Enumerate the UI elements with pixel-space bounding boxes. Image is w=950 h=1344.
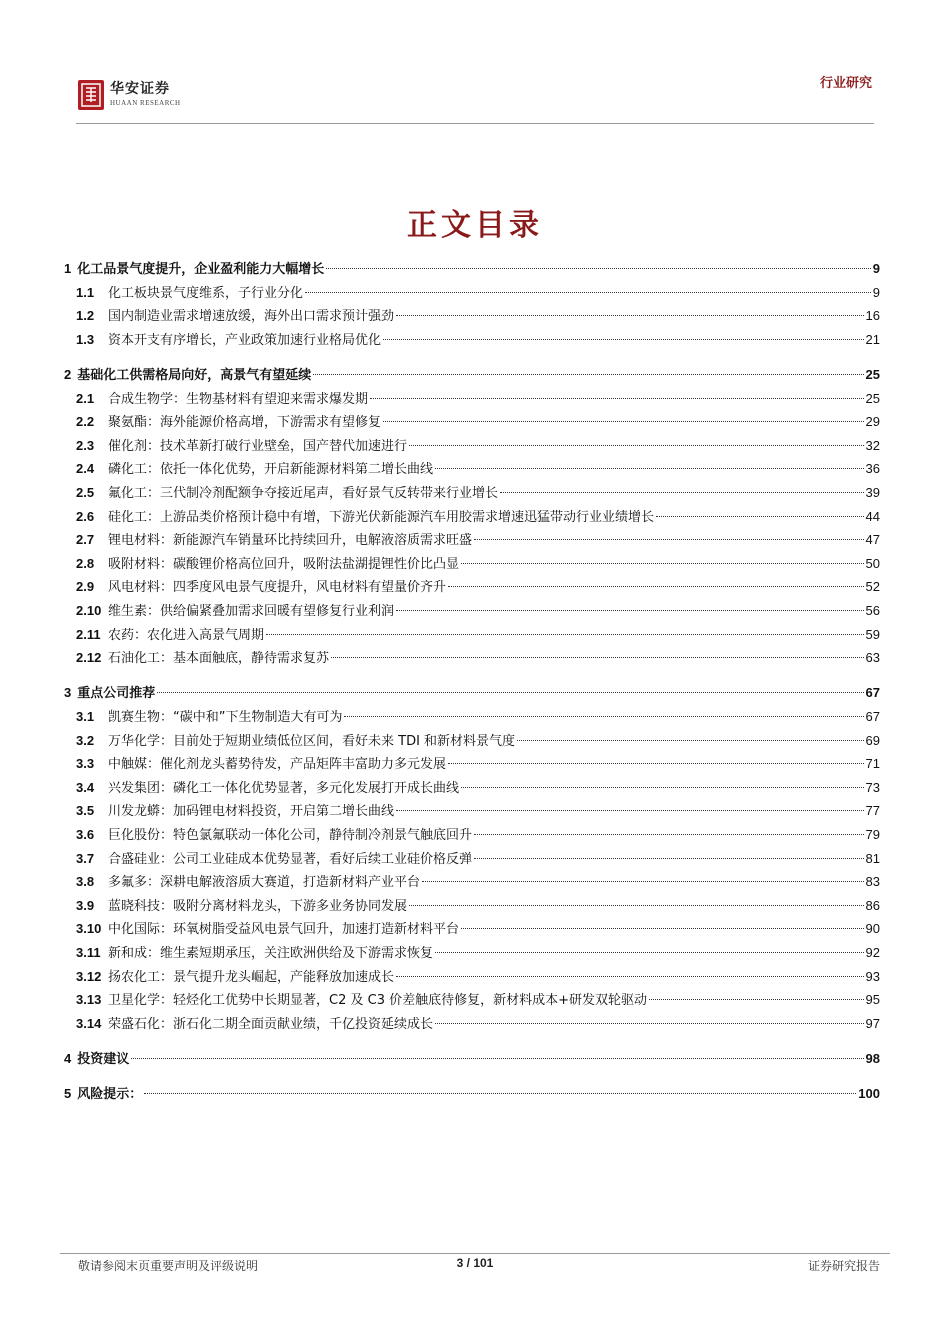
toc-entry[interactable]	[64, 364, 880, 386]
toc-entry-number: 2.6	[76, 508, 95, 524]
toc-entry-number: 3.12	[76, 968, 102, 984]
toc-entry-page: 95	[865, 992, 880, 1008]
toc-entry-number: 3	[64, 685, 72, 701]
toc-entry-page: 29	[865, 414, 880, 430]
toc-entry[interactable]	[64, 482, 880, 504]
toc-entry-number: 1.2	[76, 308, 95, 324]
toc-entry[interactable]	[64, 282, 880, 304]
toc-entry-page: 92	[865, 945, 880, 960]
toc-dot-leader	[461, 928, 864, 929]
report-type-label: 行业研究	[819, 76, 872, 91]
footer-divider	[60, 1253, 890, 1254]
toc-dot-leader	[370, 398, 864, 399]
toc-entry-page: 47	[865, 532, 880, 548]
toc-entry-page: 73	[865, 779, 880, 795]
toc-entry[interactable]	[64, 918, 880, 940]
toc-entry-page: 52	[865, 579, 880, 595]
toc-entry-title: 氟化工：三代制冷剂配额争夺接近尾声，看好景气反转带来行业增长	[108, 486, 499, 501]
toc-entry-number: 3.1	[76, 709, 95, 724]
toc-entry-title: 投资建议	[77, 1052, 130, 1067]
toc-entry-number: 3.9	[76, 897, 95, 913]
toc-entry[interactable]	[64, 942, 880, 964]
toc-entry-page: 67	[865, 709, 880, 724]
toc-dot-leader	[266, 634, 864, 635]
toc-entry-number: 2.12	[76, 650, 102, 666]
toc-entry-page: 77	[865, 803, 880, 819]
toc-entry-number: 2.3	[76, 437, 95, 453]
toc-dot-leader	[396, 976, 864, 977]
toc-entry-title: 荣盛石化：浙石化二期全面贡献业绩，千亿投资延续成长	[108, 1016, 434, 1032]
toc-entry[interactable]	[64, 989, 880, 1011]
toc-entry[interactable]	[64, 1048, 880, 1070]
toc-entry[interactable]	[64, 895, 880, 917]
toc-entry-title: 化工品景气度提升，企业盈利能力大幅增长	[77, 262, 325, 277]
toc-entry-page: 100	[858, 1086, 880, 1102]
toc-entry[interactable]	[64, 458, 880, 480]
toc-dot-leader	[500, 492, 864, 493]
toc-dot-leader	[474, 834, 864, 835]
toc-dot-leader	[474, 858, 864, 859]
toc-entry-number: 1.1	[76, 284, 95, 300]
toc-entry-title: 巨化股份：特色氯氟联动一体化公司，静待制冷剂景气触底回升	[108, 828, 473, 843]
toc-entry-title: 维生素：供给偏紧叠加需求回暖有望修复行业利润	[108, 604, 395, 619]
toc-dot-leader	[305, 292, 871, 293]
toc-entry-number: 3.3	[76, 756, 95, 772]
toc-dot-leader	[157, 692, 863, 693]
footer-report-label: 证券研究报告	[807, 1259, 880, 1273]
toc-entry[interactable]	[64, 824, 880, 846]
toc-entry-number: 3.13	[76, 992, 102, 1008]
toc-entry-title: 石油化工：基本面触底，静待需求复苏	[108, 651, 330, 667]
toc-dot-leader	[313, 374, 863, 375]
toc-entry-number: 3.14	[76, 1015, 102, 1031]
toc-dot-leader	[409, 905, 864, 906]
toc-dot-leader	[331, 657, 864, 658]
toc-entry[interactable]	[64, 576, 880, 598]
toc-entry-number: 2.2	[76, 414, 95, 430]
toc-entry-title: 中化国际：环氧树脂受益风电景气回升，加速打造新材料平台	[108, 922, 460, 938]
toc-entry[interactable]	[64, 871, 880, 893]
toc-entry-title: 卫星化学：轻烃化工优势中长期显著，C2 及 C3 价差触底待修复，新材料成本+研发双轮驱动	[108, 993, 647, 1009]
toc-entry[interactable]	[64, 506, 880, 528]
toc-entry-title: 基础化工供需格局向好，高景气有望延续	[77, 368, 312, 383]
toc-entry-number: 3.7	[76, 850, 95, 866]
toc-entry-number: 3.2	[76, 732, 95, 748]
page-number: 3 / 101	[456, 1256, 494, 1270]
toc-entry-title: 重点公司推荐	[77, 686, 156, 702]
toc-entry-page: 83	[865, 874, 880, 890]
toc-entry[interactable]	[64, 730, 880, 752]
toc-entry[interactable]	[64, 966, 880, 988]
toc-entry[interactable]	[64, 411, 880, 433]
toc-dot-leader	[344, 716, 863, 717]
toc-entry-number: 5	[64, 1086, 72, 1102]
toc-entry-page: 97	[865, 1015, 880, 1031]
toc-dot-leader	[474, 539, 864, 540]
toc-entry[interactable]	[64, 800, 880, 822]
toc-dot-leader	[144, 1093, 856, 1094]
toc-dot-leader	[435, 952, 864, 953]
toc-dot-leader	[409, 445, 864, 446]
toc-dot-leader	[461, 563, 864, 564]
toc-entry-title: 万华化学：目前处于短期业绩低位区间，看好未来 TDI 和新材料景气度	[108, 733, 516, 749]
toc-dot-leader	[383, 421, 864, 422]
toc-entry-page: 44	[865, 508, 880, 524]
toc-entry-page: 9	[872, 261, 880, 276]
toc-entry-title: 扬农化工：景气提升龙头崛起，产能释放加速成长	[108, 969, 395, 985]
toc-entry-page: 86	[865, 897, 880, 913]
toc-entry[interactable]	[64, 553, 880, 575]
toc-entry-page: 81	[865, 850, 880, 866]
toc-dot-leader	[517, 740, 863, 741]
toc-title: 正文目录	[407, 208, 543, 243]
toc-dot-leader	[383, 339, 864, 340]
toc-entry-title: 风电材料：四季度风电景气度提升，风电材料有望量价齐升	[108, 580, 447, 596]
toc-entry-number: 3.5	[76, 803, 95, 819]
toc-entry[interactable]	[64, 1013, 880, 1035]
header-divider	[76, 123, 874, 124]
toc-entry[interactable]	[64, 329, 880, 351]
toc-entry-page: 63	[865, 650, 880, 666]
toc-entry-number: 2.11	[76, 626, 101, 642]
toc-entry-number: 2.1	[76, 390, 95, 406]
toc-entry-title: 多氟多：深耕电解液溶质大赛道，打造新材料产业平台	[108, 875, 421, 891]
toc-entry-title: 风险提示：	[77, 1087, 143, 1103]
toc-entry-page: 71	[865, 756, 880, 772]
toc-entry[interactable]	[64, 777, 880, 799]
toc-dot-leader	[396, 810, 864, 811]
toc-entry-number: 2.5	[76, 485, 95, 500]
toc-entry-page: 90	[865, 921, 880, 937]
toc-entry[interactable]	[64, 305, 880, 327]
toc-dot-leader	[422, 881, 864, 882]
toc-entry-page: 39	[865, 485, 880, 500]
toc-dot-leader	[326, 268, 871, 269]
toc-entry-title: 农药：农化进入高景气周期	[108, 627, 265, 643]
toc-entry-number: 1	[64, 261, 72, 276]
toc-entry-page: 21	[865, 331, 880, 347]
toc-dot-leader	[396, 610, 864, 611]
toc-entry-page: 50	[865, 555, 880, 571]
toc-entry-title: 国内制造业需求增速放缓，海外出口需求预计强劲	[108, 309, 395, 325]
toc-entry-title: 凯赛生物：“碳中和”下生物制造大有可为	[108, 710, 343, 725]
toc-entry[interactable]	[64, 848, 880, 870]
logo-name-cn: 华安证券	[110, 81, 170, 97]
toc-entry-page: 36	[865, 461, 880, 477]
toc-dot-leader	[448, 586, 864, 587]
toc-entry-number: 3.4	[76, 779, 95, 795]
toc-dot-leader	[448, 763, 864, 764]
toc-entry[interactable]	[64, 624, 880, 646]
toc-entry-number: 3.11	[76, 945, 101, 960]
toc-entry[interactable]	[64, 706, 880, 728]
toc-entry-title: 合成生物学：生物基材料有望迎来需求爆发期	[108, 391, 369, 407]
toc-entry[interactable]	[64, 1083, 880, 1105]
toc-entry-title: 硅化工：上游品类价格预计稳中有增，下游光伏新能源汽车用胶需求增速迅猛带动行业业绩增长	[108, 509, 655, 525]
toc-entry-page: 69	[865, 732, 880, 748]
toc-entry-number: 2.9	[76, 579, 95, 595]
toc-entry-title: 合盛硅业：公司工业硅成本优势显著，看好后续工业硅价格反弹	[108, 851, 473, 867]
toc-entry-page: 32	[865, 437, 880, 453]
toc-dot-leader	[649, 999, 864, 1000]
toc-entry-title: 兴发集团：磷化工一体化优势显著，多元化发展打开成长曲线	[108, 780, 460, 796]
toc-dot-leader	[396, 315, 864, 316]
toc-entry-number: 1.3	[76, 331, 95, 347]
toc-entry[interactable]	[64, 258, 880, 280]
toc-dot-leader	[435, 468, 864, 469]
toc-entry-number: 2.8	[76, 555, 95, 571]
footer-disclaimer: 敬请参阅末页重要声明及评级说明	[78, 1259, 259, 1273]
toc-entry[interactable]	[64, 682, 880, 704]
toc-dot-leader	[131, 1058, 863, 1059]
toc-entry[interactable]	[64, 388, 880, 410]
toc-entry-page: 93	[865, 968, 880, 984]
toc-dot-leader	[435, 1023, 864, 1024]
toc-entry-page: 16	[865, 308, 880, 324]
toc-entry[interactable]	[64, 600, 880, 622]
toc-entry-number: 2.7	[76, 532, 95, 548]
toc-entry-title: 蓝晓科技：吸附分离材料龙头，下游多业务协同发展	[108, 898, 408, 914]
toc-entry-number: 2	[64, 367, 72, 382]
toc-entry-page: 9	[872, 284, 880, 300]
toc-entry[interactable]	[64, 435, 880, 457]
toc-entry-title: 川发龙蟒：加码锂电材料投资，开启第二增长曲线	[108, 804, 395, 820]
toc-entry-title: 磷化工：依托一体化优势，开启新能源材料第二增长曲线	[108, 462, 434, 478]
toc-entry-page: 98	[865, 1051, 880, 1066]
toc-entry-title: 资本开支有序增长，产业政策加速行业格局优化	[108, 332, 382, 348]
company-logo	[78, 80, 181, 114]
toc-entry-number: 3.8	[76, 874, 95, 890]
toc-entry-title: 锂电材料：新能源汽车销量环比持续回升，电解液溶质需求旺盛	[108, 533, 473, 549]
toc-entry-number: 4	[64, 1051, 72, 1066]
toc-entry-title: 新和成：维生素短期承压，关注欧洲供给及下游需求恢复	[108, 946, 434, 961]
toc-entry[interactable]	[64, 753, 880, 775]
toc-entry-page: 79	[865, 827, 880, 842]
toc-entry-title: 聚氨酯：海外能源价格高增，下游需求有望修复	[108, 415, 382, 431]
toc-entry-page: 67	[865, 685, 880, 701]
toc-dot-leader	[461, 787, 864, 788]
toc-entry[interactable]	[64, 647, 880, 669]
toc-entry-page: 59	[865, 626, 880, 642]
toc-entry-number: 3.10	[76, 921, 102, 937]
toc-entry-page: 25	[865, 390, 880, 406]
toc-entry-number: 2.4	[76, 461, 95, 477]
toc-entry-title: 化工板块景气度维系，子行业分化	[108, 285, 304, 301]
toc-entry-page: 56	[865, 603, 880, 618]
toc-entry-title: 中触媒：催化剂龙头蓄势待发，产品矩阵丰富助力多元发展	[108, 757, 447, 773]
toc-dot-leader	[656, 516, 864, 517]
toc-entry[interactable]	[64, 529, 880, 551]
toc-entry-title: 吸附材料：碳酸锂价格高位回升，吸附法盐湖提锂性价比凸显	[108, 556, 460, 572]
toc-entry-number: 3.6	[76, 827, 95, 842]
logo-name-en: HUAAN RESEARCH	[110, 99, 181, 107]
toc-entry-page: 25	[865, 367, 880, 382]
seal-icon	[78, 80, 104, 110]
toc-entry-title: 催化剂：技术革新打破行业壁垒，国产替代加速进行	[108, 438, 408, 454]
toc-entry-number: 2.10	[76, 603, 102, 618]
